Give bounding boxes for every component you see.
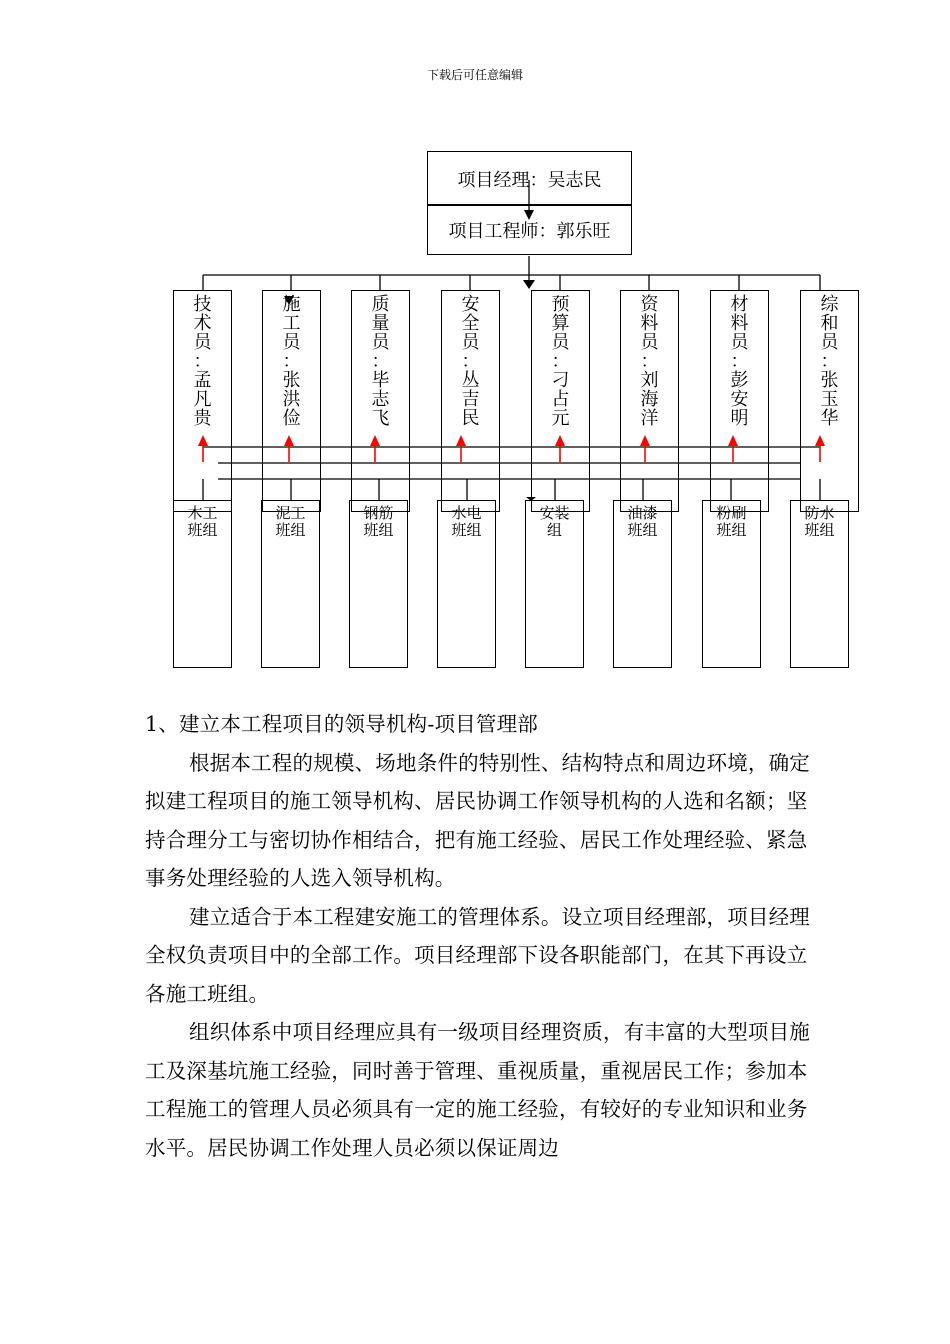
team-box-2 [261,500,320,668]
team-label: 木工 班组 [187,504,218,539]
team-box-7 [702,500,761,668]
team-label: 安装 组 [539,504,570,539]
team-label: 钢筋 班组 [363,504,394,539]
team-label: 水电 班组 [451,504,482,539]
role-box-4 [441,290,500,512]
role-label: 施 工 员 ： 张 洪 俭 [282,294,301,429]
role-box-6 [620,290,679,512]
role-label: 材 料 员 ： 彭 安 明 [730,294,749,429]
team-box-3 [349,500,408,668]
team-label: 防水 班组 [804,504,835,539]
body-text [145,705,815,1167]
paragraph: 建立适合于本工程建安施工的管理体系。设立项目经理部，项目经理全权负责项目中的全部工作。项目经理部下设各职能部门，在其下再设立各施工班组。 [145,904,810,1006]
header-note: 下载后可任意编辑 [426,68,523,82]
engineer-label: 项目工程师：郭乐旺 [448,220,611,242]
team-label: 粉刷 班组 [716,504,747,539]
role-label: 技 术 员 ： 孟 凡 贵 [193,294,212,429]
role-box-5 [531,290,590,512]
bus-drops [203,275,820,290]
team-label: 油漆 班组 [627,504,658,539]
manager-box [427,151,632,206]
role-box-3 [351,290,410,512]
team-box-6 [613,500,672,668]
team-label: 泥工 班组 [275,504,306,539]
engineer-box [427,204,632,255]
paragraph: 组织体系中项目经理应具有一级项目经理资质，有丰富的大型项目施工及深基坑施工经验，同时善于管理、重视质量，重视居民工作；参加本工程施工的管理人员必须具有一定的施工经验，有较好的专业知识和业务水平。居民协调工作处理人员必须以保证周边 [145,1020,810,1160]
arrow-down-icon [523,280,535,289]
paragraph: 根据本工程的规模、场地条件的特别性、结构特点和周边环境，确定拟建工程项目的施工领导机构、居民协调工作领导机构的人选和名额；坚持合理分工与密切协作相结合，把有施工经验、居民工作处理经验、紧急事务处理经验的人选入领导机构。 [145,750,810,890]
manager-label: 项目经理：吴志民 [457,169,602,191]
role-label: 质 量 员 ： 毕 志 飞 [371,294,390,429]
role-label: 资 料 员 ： 刘 海 洋 [640,294,659,429]
section-title: 1、建立本工程项目的领导机构-项目管理部 [145,712,538,736]
role-label: 综 和 员 ： 张 玉 华 [820,294,839,429]
role-box-2 [262,290,321,512]
role-label: 安 全 员 ： 丛 吉 民 [461,294,480,429]
role-label: 预 算 员 ： 刁 占 元 [551,294,570,429]
role-box-7 [710,290,769,512]
team-box-8 [790,500,849,668]
team-box-5 [525,500,584,668]
role-box-1 [173,290,232,512]
team-box-1 [173,500,232,668]
role-box-8 [800,290,859,512]
team-box-4 [437,500,496,668]
